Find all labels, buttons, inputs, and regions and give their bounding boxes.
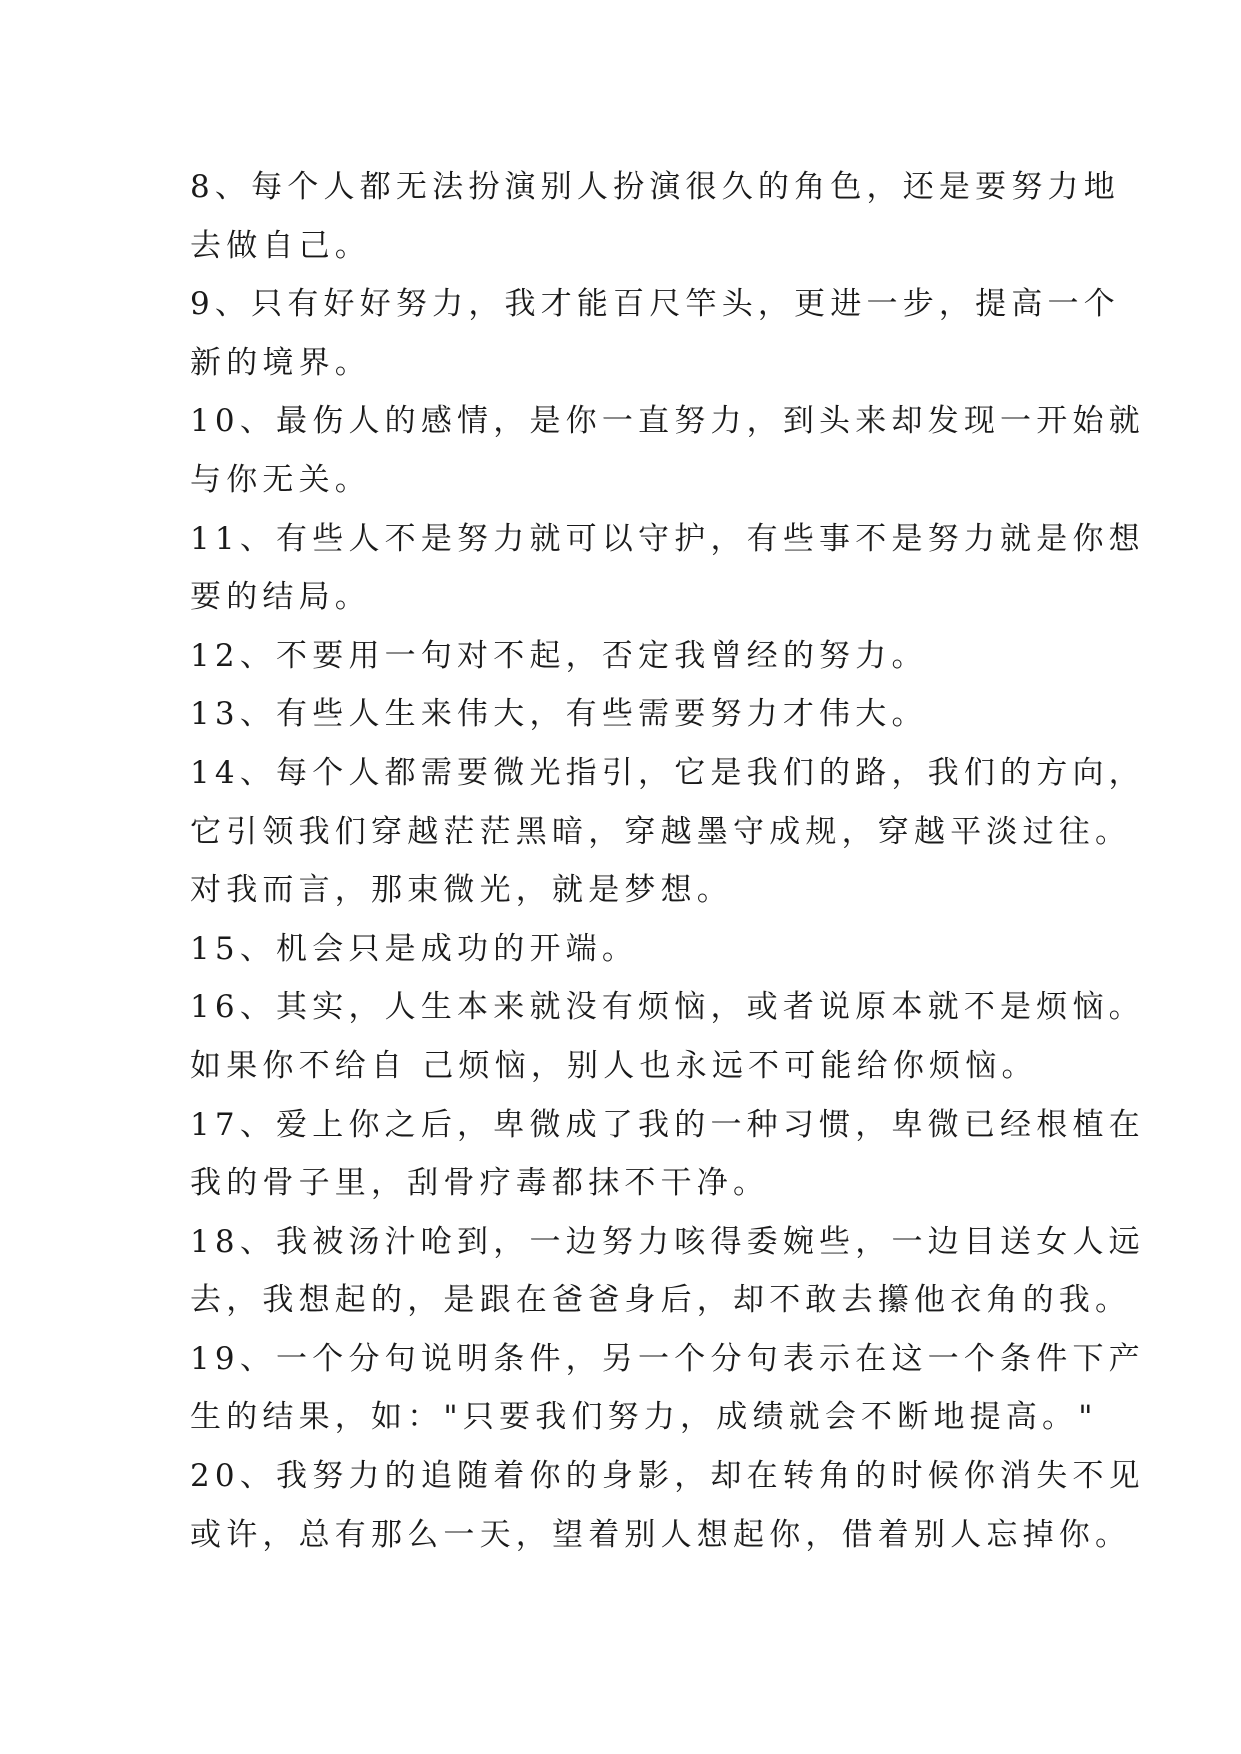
text-line: 15、机会只是成功的开端。 xyxy=(190,930,639,967)
text-line: 11、有些人不是努力就可以守护，有些事不是努力就是你想 xyxy=(190,520,1145,557)
text-line: 新的境界。 xyxy=(190,344,371,381)
text-line: 18、我被汤汁呛到，一边努力咳得委婉些，一边目送女人远 xyxy=(190,1223,1145,1260)
text-line: 10、最伤人的感情，是你一直努力，到头来却发现一开始就 xyxy=(190,403,1145,440)
text-line: 它引领我们穿越茫茫黑暗，穿越墨守成规，穿越平淡过往。 xyxy=(190,813,1132,850)
text-line: 16、其实，人生本来就没有烦恼，或者说原本就不是烦恼。 xyxy=(190,989,1145,1026)
text-line: 与你无关。 xyxy=(190,461,371,498)
text-line: 17、爱上你之后，卑微成了我的一种习惯，卑微已经根植在 xyxy=(190,1106,1145,1143)
text-line: 8、每个人都无法扮演别人扮演很久的角色，还是要努力地 xyxy=(190,169,1120,205)
text-line: 要的结局。 xyxy=(190,579,371,616)
text-line: 13、有些人生来伟大，有些需要努力才伟大。 xyxy=(190,696,928,733)
text-line: 生的结果，如："只要我们努力，成绩就会不断地提高。" xyxy=(190,1399,1098,1436)
text-line: 我的骨子里，刮骨疗毒都抹不干净。 xyxy=(190,1165,770,1202)
text-line: 去做自己。 xyxy=(190,227,371,264)
text-line: 19、一个分句说明条件，另一个分句表示在这一个条件下产 xyxy=(190,1340,1145,1377)
text-line: 或许，总有那么一天，望着别人想起你，借着别人忘掉你。 xyxy=(190,1516,1132,1553)
text-line: 20、我努力的追随着你的身影，却在转角的时候你消失不见 xyxy=(190,1458,1145,1495)
text-line: 12、不要用一句对不起，否定我曾经的努力。 xyxy=(190,637,928,674)
text-line: 对我而言，那束微光，就是梦想。 xyxy=(190,872,733,909)
text-line: 去，我想起的，是跟在爸爸身后，却不敢去攥他衣角的我。 xyxy=(190,1282,1132,1319)
document-body xyxy=(190,158,1145,1564)
text-line: 9、只有好好努力，我才能百尺竿头，更进一步，提高一个 xyxy=(190,286,1120,323)
text-line: 14、每个人都需要微光指引，它是我们的路，我们的方向， xyxy=(190,754,1145,791)
text-line: 如果你不给自 己烦恼，别人也永远不可能给你烦恼。 xyxy=(190,1047,1038,1084)
